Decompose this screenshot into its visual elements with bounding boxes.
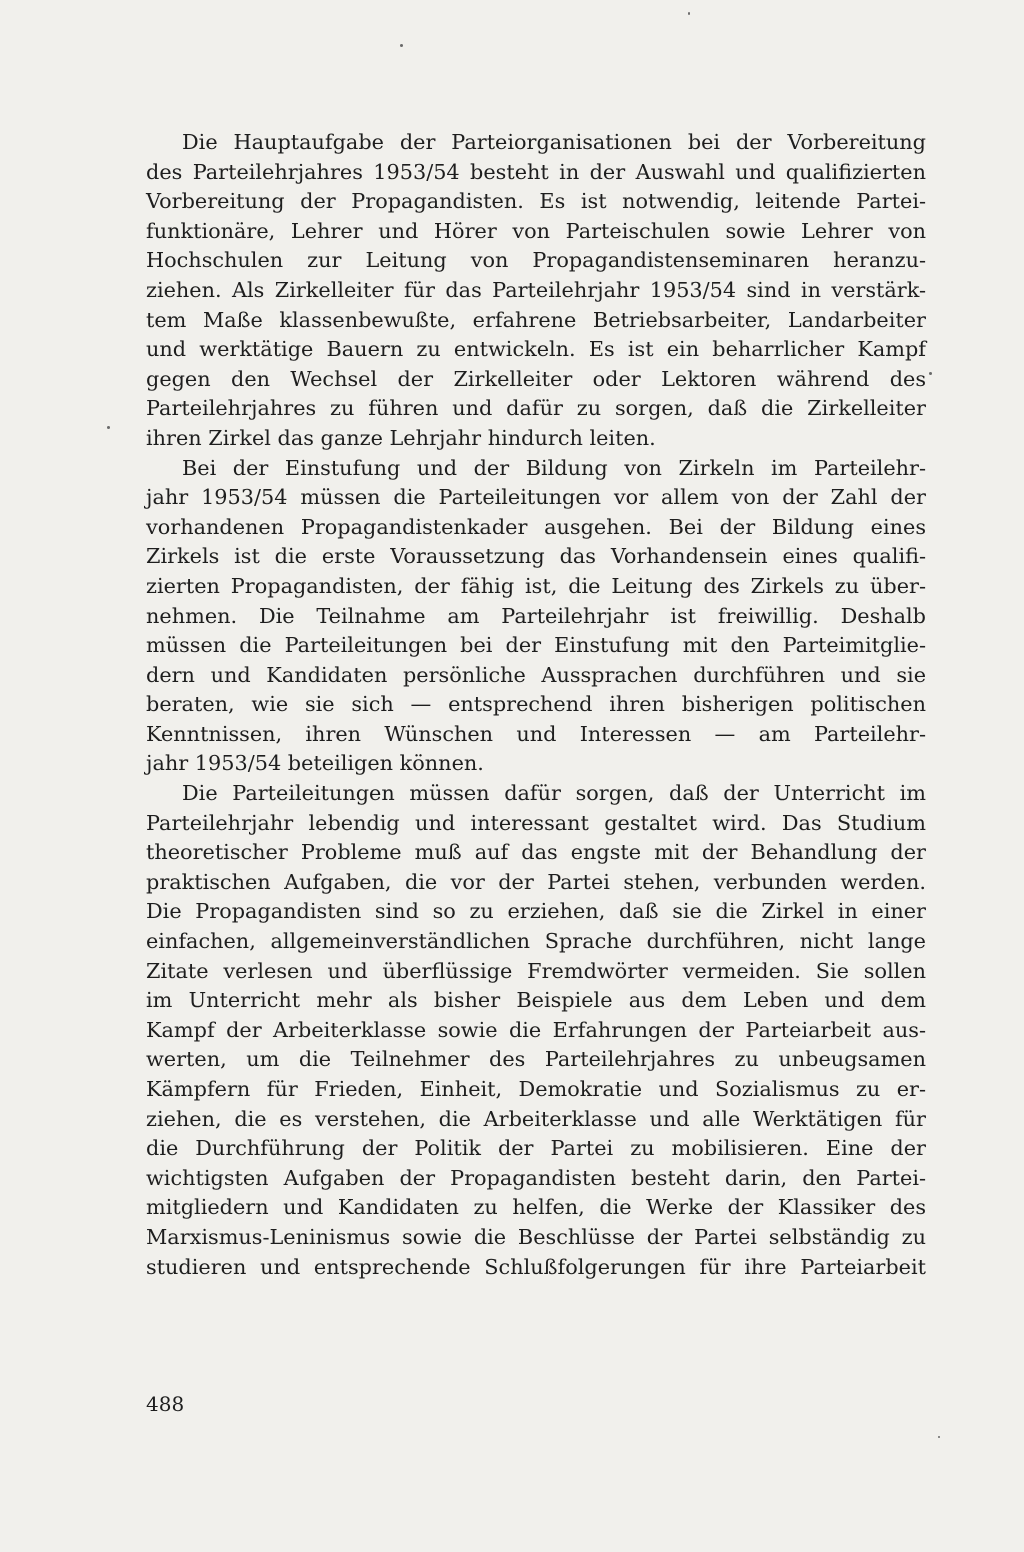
text-line: wichtigsten Aufgaben der Propagandisten besteht darin, den Partei- [146, 1165, 926, 1190]
text-line: vorhandenen Propagandistenkader ausgehen. Bei der Bildung eines [146, 514, 926, 539]
text-line: funktionäre, Lehrer und Hörer von Parteischulen sowie Lehrer von [146, 218, 926, 243]
text-line: Parteilehrjahres zu führen und dafür zu sorgen, daß die Zirkelleiter [146, 396, 926, 421]
text-line: und werktätige Bauern zu entwickeln. Es ist ein beharrlicher Kampf [146, 337, 926, 362]
text-line: nehmen. Die Teilnahme am Parteilehrjahr ist freiwillig. Deshalb [146, 603, 926, 628]
text-line: jahr 1953/54 beteiligen können. [146, 751, 484, 776]
body-text [146, 128, 926, 1282]
text-line: des Parteilehrjahres 1953/54 besteht in der Auswahl und qualifizierten [146, 159, 926, 184]
text-line: praktischen Aufgaben, die vor der Partei stehen, verbunden werden. [146, 869, 926, 894]
text-line: Kampf der Arbeiterklasse sowie die Erfahrungen der Parteiarbeit aus- [146, 1017, 926, 1042]
text-line: müssen die Parteileitungen bei der Einstufung mit den Parteimitglie- [146, 633, 926, 658]
text-line: tem Maße klassenbewußte, erfahrene Betriebsarbeiter, Landarbeiter [146, 307, 926, 332]
dust-speck [688, 12, 690, 15]
paragraph-1 [146, 128, 926, 454]
paragraph-3 [146, 779, 926, 1282]
text-line: theoretischer Probleme muß auf das engste mit der Behandlung der [146, 840, 926, 865]
page-number: 488 [146, 1392, 185, 1416]
text-line: Parteilehrjahr lebendig und interessant gestaltet wird. Das Studium [146, 810, 926, 835]
text-line: jahr 1953/54 müssen die Parteileitungen vor allem von der Zahl der [146, 485, 926, 510]
text-line: dern und Kandidaten persönliche Aussprachen durchführen und sie [146, 662, 926, 687]
text-line: studieren und entsprechende Schlußfolgerungen für ihre Parteiarbeit [146, 1254, 926, 1279]
dust-speck [938, 1436, 940, 1438]
text-line: Die Hauptaufgabe der Parteiorganisationen bei der Vorbereitung [182, 130, 926, 154]
text-line: Vorbereitung der Propagandisten. Es ist notwendig, leitende Partei- [146, 189, 926, 214]
text-line: Bei der Einstufung und der Bildung von Zirkeln im Parteilehr- [182, 455, 926, 480]
text-line: ziehen. Als Zirkelleiter für das Parteilehrjahr 1953/54 sind in verstärk- [146, 277, 926, 302]
paragraph-2 [146, 454, 926, 780]
text-line: Die Propagandisten sind so zu erziehen, daß sie die Zirkel in einer [146, 899, 926, 924]
text-line: zierten Propagandisten, der fähig ist, die Leitung des Zirkels zu über- [146, 573, 926, 598]
text-line: im Unterricht mehr als bisher Beispiele aus dem Leben und dem [146, 988, 926, 1013]
text-line: werten, um die Teilnehmer des Parteilehrjahres zu unbeugsamen [146, 1047, 926, 1072]
dust-speck [929, 372, 932, 375]
text-line: beraten, wie sie sich — entsprechend ihren bisherigen politischen [146, 692, 926, 717]
text-line: Zirkels ist die erste Voraussetzung das Vorhandensein eines qualifi- [146, 544, 926, 569]
dust-speck [107, 426, 110, 429]
text-line: Marxismus-Leninismus sowie die Beschlüsse der Partei selbständig zu [146, 1224, 926, 1249]
text-line: Hochschulen zur Leitung von Propagandistenseminaren heranzu- [146, 248, 926, 273]
text-line: Die Parteileitungen müssen dafür sorgen, daß der Unterricht im [182, 781, 926, 806]
text-line: ziehen, die es verstehen, die Arbeiterklasse und alle Werktätigen für [146, 1106, 926, 1131]
text-line: Zitate verlesen und überflüssige Fremdwörter vermeiden. Sie sollen [146, 958, 926, 983]
text-line: einfachen, allgemeinverständlichen Sprache durchführen, nicht lange [146, 929, 926, 954]
text-line: mitgliedern und Kandidaten zu helfen, die Werke der Klassiker des [146, 1195, 926, 1220]
text-line: die Durchführung der Politik der Partei zu mobilisieren. Eine der [146, 1136, 926, 1161]
text-line: Kämpfern für Frieden, Einheit, Demokratie und Sozialismus zu er- [146, 1077, 926, 1101]
dust-speck [400, 44, 403, 47]
text-line: Kenntnissen, ihren Wünschen und Interessen — am Parteilehr- [146, 721, 926, 746]
text-line: ihren Zirkel das ganze Lehrjahr hindurch leiten. [146, 425, 656, 450]
text-line: gegen den Wechsel der Zirkelleiter oder Lektoren während des [146, 366, 926, 391]
